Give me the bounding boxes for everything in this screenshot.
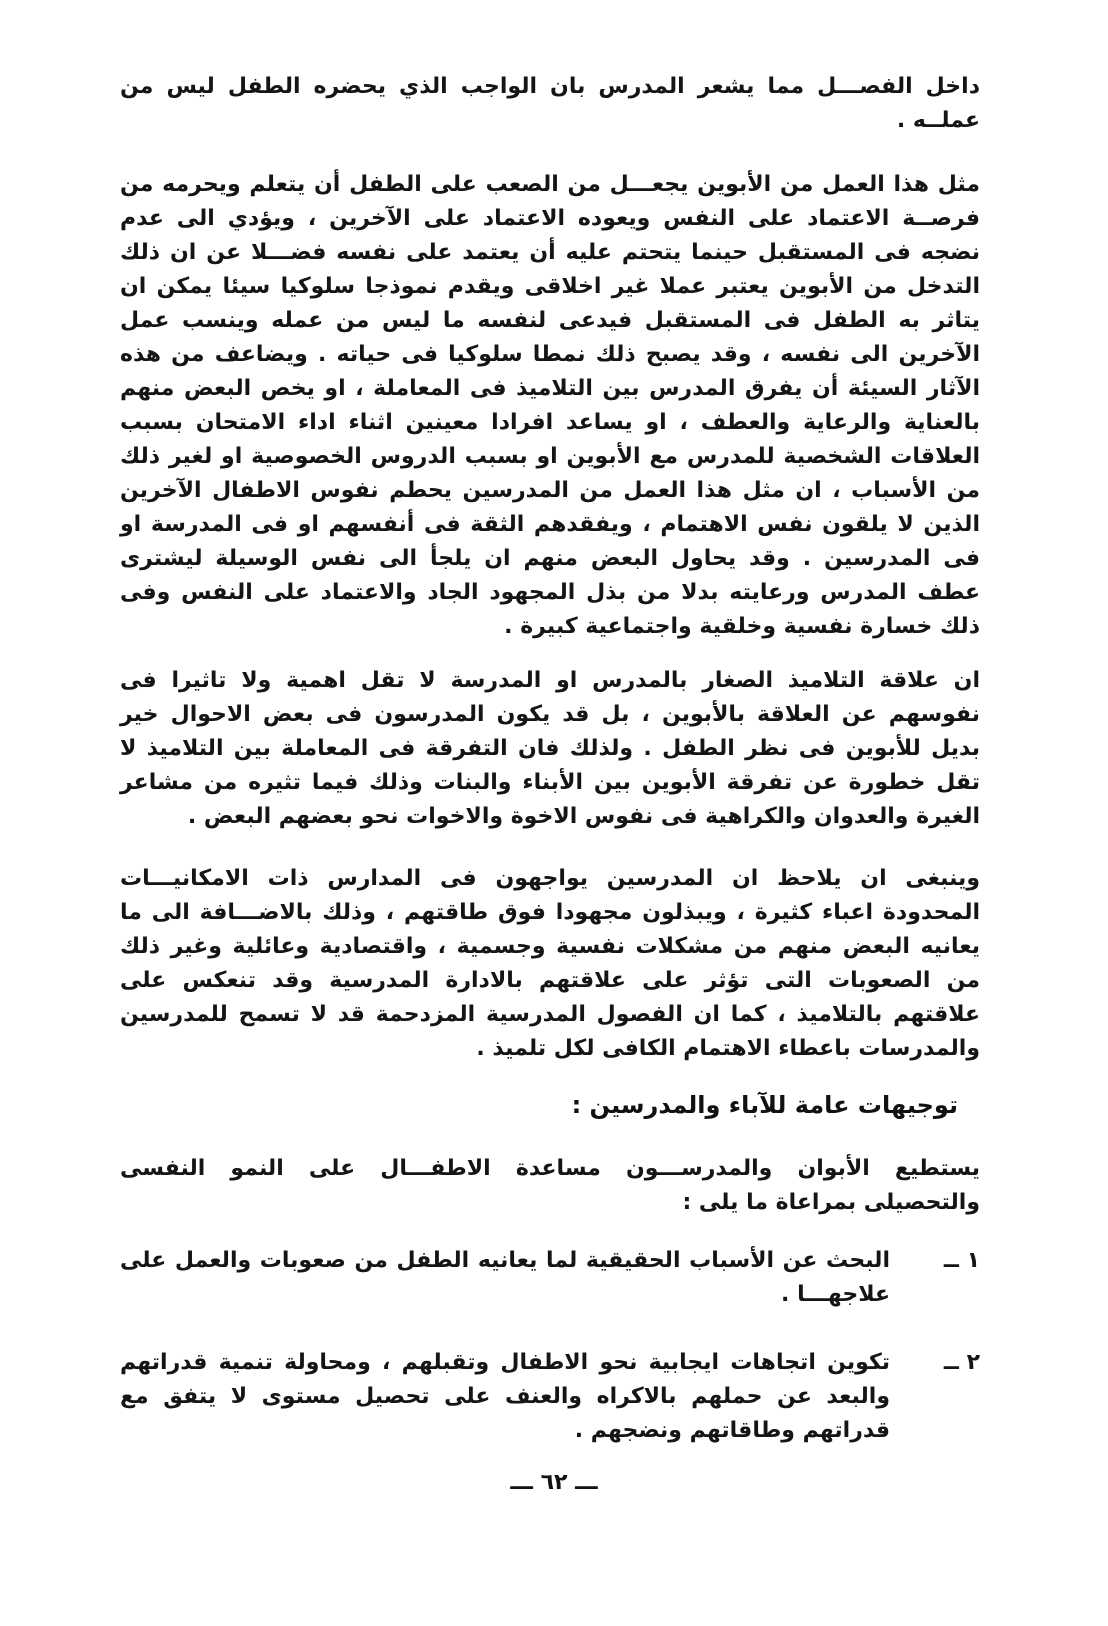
paragraph-1 [120, 168, 980, 644]
section-heading: توجيهات عامة للآباء والمدرسين : [571, 1091, 958, 1119]
paragraph-3-text: وينبغى ان يلاحظ ان المدرسين يواجهون فى المدارس ذات الامكانيـــات المحدودة اعباء كثيرة ، ويبذلون مجهودا فوق طاقتهم ، وذلك بالاضـــافة الى ما يعانيه البعض منهم من مشكلات نفسية وجسمية ، واقتصادية وعائلية وغير ذلك من الصعوبات التى تؤثر على علاقتهم بالادارة المدرسية وقد تنعكس على علاقتهم بالتلاميذ ، كما ان الفصول المدرسية المزدحمة قد لا تسمح للمدرسين والمدرسات باعطاء الاهتمام الكافى لكل تلميذ . [120, 866, 980, 1061]
list-item [120, 1244, 980, 1312]
paragraph-4 [120, 1152, 980, 1220]
list-item-text: البحث عن الأسباب الحقيقية لما يعانيه الطفل من صعوبات والعمل على علاجهـــا . [120, 1248, 890, 1307]
paragraph-2-text: ان علاقة التلاميذ الصغار بالمدرس او المدرسة لا تقل اهمية ولا تاثيرا فى نفوسهم عن العلاقة بالأبوين ، بل قد يكون المدرسون فى بعض الاحوال خير بديل للأبوين فى نظر الطفل . ولذلك فان التفرقة فى المعاملة بين التلاميذ لا تقل خطورة عن تفرقة الأبوين بين الأبناء والبنات وذلك فيما تثيره من مشاعر الغيرة والعدوان والكراهية فى نفوس الاخوة والاخوات نحو بعضهم البعض . [120, 668, 980, 829]
list-item [120, 1346, 980, 1448]
intro-fragment [120, 70, 980, 138]
list-item-number: ٢ ــ [943, 1350, 980, 1375]
intro-fragment-text: داخل الفصـــل مما يشعر المدرس بان الواجب الذي يحضره الطفل ليس من عملــه . [120, 74, 980, 133]
list-item-text: تكوين اتجاهات ايجابية نحو الاطفال وتقبلهم ، ومحاولة تنمية قدراتهم والبعد عن حملهم بالاكراه والعنف على تحصيل مستوى لا يتفق مع قدراتهم وطاقاتهم ونضجهم . [120, 1350, 890, 1443]
page-number: ـــ ٦٢ ـــ [510, 1470, 598, 1495]
paragraph-3 [120, 862, 980, 1066]
paragraph-4-text: يستطيع الأبوان والمدرســـون مساعدة الاطفـــال على النمو النفسى والتحصيلى بمراعاة ما يلى : [120, 1156, 980, 1215]
paragraph-2 [120, 664, 980, 834]
paragraph-1-text: مثل هذا العمل من الأبوين يجعـــل من الصعب على الطفل أن يتعلم ويحرمه من فرصــة الاعتماد على النفس ويعوده الاعتماد على الآخرين ، ويؤدي الى عدم نضجه فى المستقبل حينما يتحتم عليه أن يعتمد على نفسه فضـــلا عن ان ذلك التدخل من الأبوين يعتبر عملا غير اخلاقى ويقدم نموذجا سلوكيا سيئا يمكن ان يتاثر به الطفل فى المستقبل فيدعى لنفسه ما ليس من عمله وينسب عمل الآخرين الى نفسه ، وقد يصبح ذلك نمطا سلوكيا فى حياته . ويضاعف من هذه الآثار السيئة أن يفرق المدرس بين التلاميذ فى المعاملة ، او يخص البعض منهم بالعناية والرعاية والعطف ، او يساعد افرادا معينين اثناء اداء الامتحان بسبب العلاقات الشخصية للمدرس مع الأبوين او بسبب الدروس الخصوصية او لغير ذلك من الأسباب ، ان مثل هذا العمل من المدرسين يحطم نفوس الاطفال الآخرين الذين لا يلقون نفس الاهتمام ، ويفقدهم الثقة فى أنفسهم او فى المدرسة او فى المدرسين . وقد يحاول البعض منهم ان يلجأ الى نفس الوسيلة ليشترى عطف المدرس ورعايته بدلا من بذل المجهود الجاد والاعتماد على النفس وفى ذلك خسارة نفسية وخلقية واجتماعية كبيرة . [120, 172, 980, 639]
list-item-number: ١ ــ [943, 1248, 980, 1273]
